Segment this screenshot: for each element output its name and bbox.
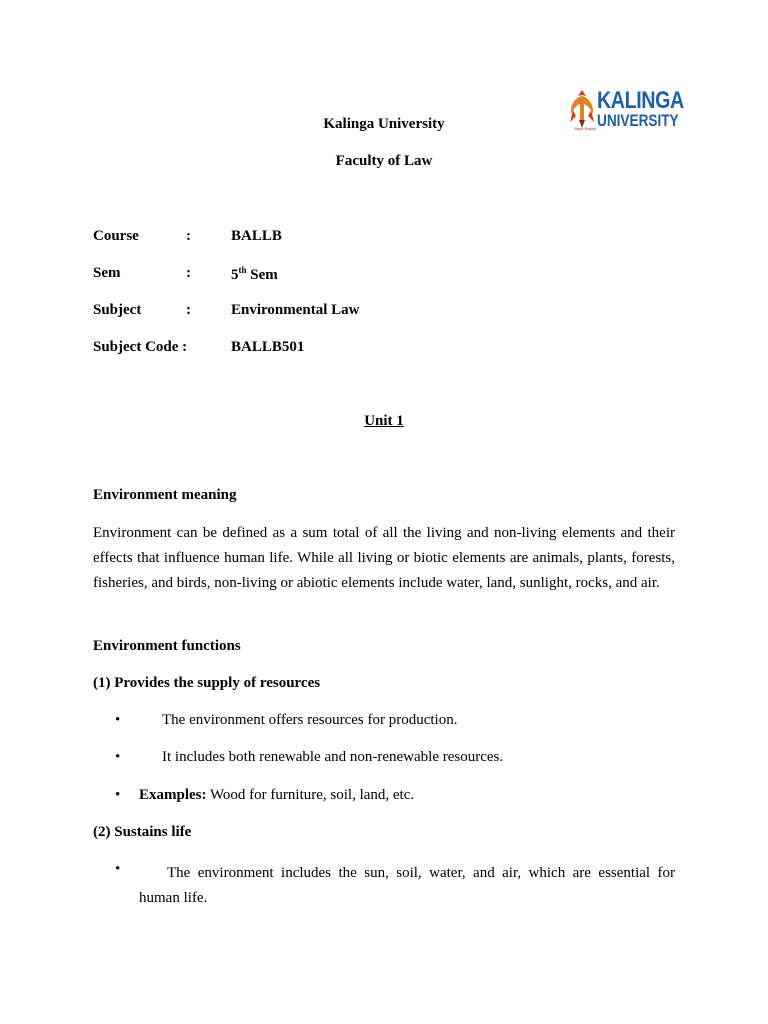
faculty-title: Faculty of Law bbox=[335, 153, 433, 169]
unit-title: Unit 1 bbox=[364, 413, 404, 429]
sem-value bbox=[231, 265, 278, 284]
subject-code-value: BALLB501 bbox=[231, 339, 305, 355]
course-value: BALLB bbox=[231, 228, 282, 244]
logo-line-1: KALINGA bbox=[597, 87, 684, 114]
bullet-icon: • bbox=[115, 749, 121, 765]
bullet-icon: • bbox=[115, 861, 121, 877]
bullet-text: It includes both renewable and non-renewable resources. bbox=[162, 749, 504, 765]
sem-row bbox=[93, 265, 675, 285]
sem-label: Sem bbox=[93, 265, 121, 281]
sem-suffix: Sem bbox=[246, 267, 278, 283]
environment-functions-heading: Environment functions bbox=[93, 638, 241, 654]
course-row bbox=[93, 228, 675, 248]
course-label: Course bbox=[93, 228, 139, 244]
sem-colon: : bbox=[186, 265, 191, 281]
provides-resources-heading: (1) Provides the supply of resources bbox=[93, 675, 321, 691]
course-colon: : bbox=[186, 228, 191, 244]
example-text bbox=[139, 787, 414, 804]
bullet-text: The environment includes the sun, soil, water, and air, which are essential for human life. bbox=[139, 865, 675, 906]
subject-code-label: Subject Code : bbox=[93, 339, 188, 355]
sem-superscript: th bbox=[238, 265, 247, 275]
subject-row bbox=[93, 302, 675, 322]
subject-colon: : bbox=[186, 302, 191, 318]
environment-meaning-paragraph: Environment can be defined as a sum total of all the living and non-living elements and their effects that influence human life. While all living or biotic elements are animals, plants, forests, fisheries, and birds, non-living or abiotic elements include water, land, sunlight, rocks, and air. bbox=[93, 525, 675, 591]
logo-tagline: Naya Raipur bbox=[574, 126, 597, 131]
university-title: Kalinga University bbox=[323, 116, 445, 132]
example-label: Examples: bbox=[139, 787, 207, 803]
subject-code-row bbox=[93, 339, 675, 359]
bullet-icon: • bbox=[115, 787, 121, 803]
environment-meaning-heading: Environment meaning bbox=[93, 487, 237, 503]
bullet-icon: • bbox=[115, 712, 121, 728]
logo-line-2: UNIVERSITY bbox=[597, 111, 679, 130]
subject-value: Environmental Law bbox=[231, 302, 360, 318]
sustains-life-heading: (2) Sustains life bbox=[93, 824, 192, 840]
list-item bbox=[115, 861, 675, 911]
sem-number: 5 bbox=[231, 267, 239, 283]
bullet-text: The environment offers resources for production. bbox=[162, 712, 458, 728]
subject-label: Subject bbox=[93, 302, 142, 318]
example-body: Wood for furniture, soil, land, etc. bbox=[206, 787, 415, 803]
